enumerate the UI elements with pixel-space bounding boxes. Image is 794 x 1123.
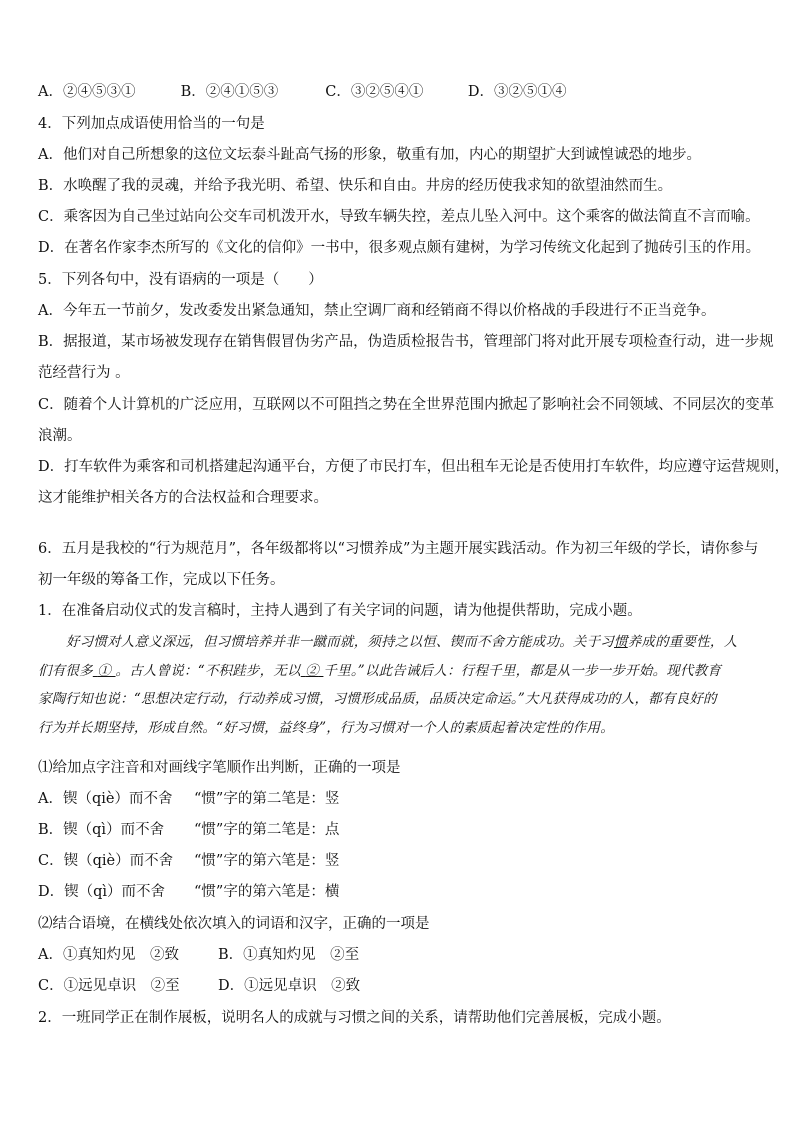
q4-stem: 4．下列加点成语使用恰当的一句是 xyxy=(38,116,265,132)
blank-1: ① xyxy=(97,662,112,679)
q6-1-option-b-left: B．锲（qì）而不舍 xyxy=(38,822,165,838)
q6-1-option-c-right: “惯”字的第六笔是：竖 xyxy=(194,853,340,869)
q3-option-d: D．③②⑤①④ xyxy=(467,84,567,100)
q6-1-option-d-left: D．锲（qì）而不舍 xyxy=(38,884,166,900)
q6-2-option-c: C．①远见卓识 ②至 xyxy=(38,978,180,994)
passage-line1: 好习惯对人意义深远，但习惯培养并非一蹴而就，须持之以恒、锲而不舍方能成功。关于习惯养成的重要性，人 xyxy=(66,634,738,650)
q6-sub2-stem: 2．一班同学正在制作展板，说明名人的成就与习惯之间的关系，请帮助他们完善展板，完成小题。 xyxy=(38,1010,671,1026)
q5-option-d-line2: 这才能维护相关各方的合法权益和合理要求。 xyxy=(38,490,328,506)
q3-options xyxy=(38,82,566,102)
q4-option-d: D．在著名作家李杰所写的《文化的信仰》一书中，很多观点颇有建树，为学习传统文化起到了抛砖引玉的作用。 xyxy=(38,240,761,256)
q5-option-a: A．今年五一节前夕，发改委发出紧急通知，禁止空调厂商和经销商不得以价格战的手段进行不正当竞争。 xyxy=(38,303,716,319)
q3-option-b: B．②④①⑤③ xyxy=(180,84,279,100)
q5-option-b-line1: B．据报道，某市场被发现存在销售假冒伪劣产品，伪造质检报告书，管理部门将对此开展专项检查行动，进一步规 xyxy=(38,334,774,350)
blank-2: ② xyxy=(305,662,319,679)
q6-stem-line1: 6．五月是我校的“行为规范月”，各年级都将以“习惯养成”为主题开展实践活动。作为初三年级的学长，请你参与 xyxy=(38,541,759,557)
q6-1-option-b-right: “惯”字的第二笔是：点 xyxy=(194,822,340,838)
q6-2-option-d: D．①远见卓识 ②致 xyxy=(218,978,361,994)
q6-2-option-b: B．①真知灼见 ②至 xyxy=(218,947,360,963)
q5-option-b-line2: 范经营行为 。 xyxy=(38,365,130,381)
q4-option-a: A．他们对自己所想象的这位文坛泰斗趾高气扬的形象，敬重有加，内心的期望扩大到诚惶诚恐的地步。 xyxy=(38,147,701,163)
q4-option-b: B．水唤醒了我的灵魂，并给予我光明、希望、快乐和自由。井房的经历使我求知的欲望油然而生。 xyxy=(38,178,673,194)
q6-1-option-d-right: “惯”字的第六笔是：横 xyxy=(194,884,340,900)
underlined-char: 惯 xyxy=(614,634,628,650)
q5-option-d-line1: D．打车软件为乘客和司机搭建起沟通平台，方便了市民打车，但出租车无论是否使用打车软件，均应遵守运营规则， xyxy=(38,459,790,475)
q6-2-option-a: A．①真知灼见 ②致 xyxy=(38,947,179,963)
q3-option-a: A．②④⑤③① xyxy=(38,84,136,100)
q6-stem-line2: 初一年级的筹备工作，完成以下任务。 xyxy=(38,572,285,588)
passage-line3: 家陶行知也说：“思想决定行动，行动养成习惯，习惯形成品质，品质决定命运。”大凡获得成功的人，都有良好的 xyxy=(38,691,717,707)
q5-option-c-line1: C．随着个人计算机的广泛应用，互联网以不可阻挡之势在全世界范围内掀起了影响社会不同领域、不同层次的变革 xyxy=(38,397,775,413)
q4-option-c: C．乘客因为自己坐过站向公交车司机泼开水，导致车辆失控，差点儿坠入河中。这个乘客的做法简直不言而喻。 xyxy=(38,209,760,225)
q5-option-c-line2: 浪潮。 xyxy=(38,428,82,444)
q6-1-option-a-left: A．锲（qiè）而不舍 xyxy=(38,791,173,807)
q6-1-option-c-left: C．锲（qiè）而不舍 xyxy=(38,853,174,869)
passage xyxy=(38,628,760,742)
q6-1-stem: ⑴给加点字注音和对画线字笔顺作出判断，正确的一项是 xyxy=(38,760,401,776)
q6-1-option-a-right: “惯”字的第二笔是：竖 xyxy=(194,791,340,807)
passage-line4: 行为并长期坚持，形成自然。“好习惯，益终身”，行为习惯对一个人的素质起着决定性的作用。 xyxy=(38,719,614,736)
q6-sub1-stem: 1．在准备启动仪式的发言稿时，主持人遇到了有关字词的问题，请为他提供帮助，完成小题。 xyxy=(38,603,642,619)
q5-stem: 5．下列各句中，没有语病的一项是（ ） xyxy=(38,272,323,288)
q3-option-c: C．③②⑤④① xyxy=(325,84,424,100)
q6-2-stem: ⑵结合语境，在横线处依次填入的词语和汉字，正确的一项是 xyxy=(38,916,430,932)
passage-line2: 们有很多 ① 。古人曾说：“不积跬步，无以 ② 千里。”以此告诫后人：行程千里，都是从一步一步开始。现代教育 xyxy=(38,662,722,679)
